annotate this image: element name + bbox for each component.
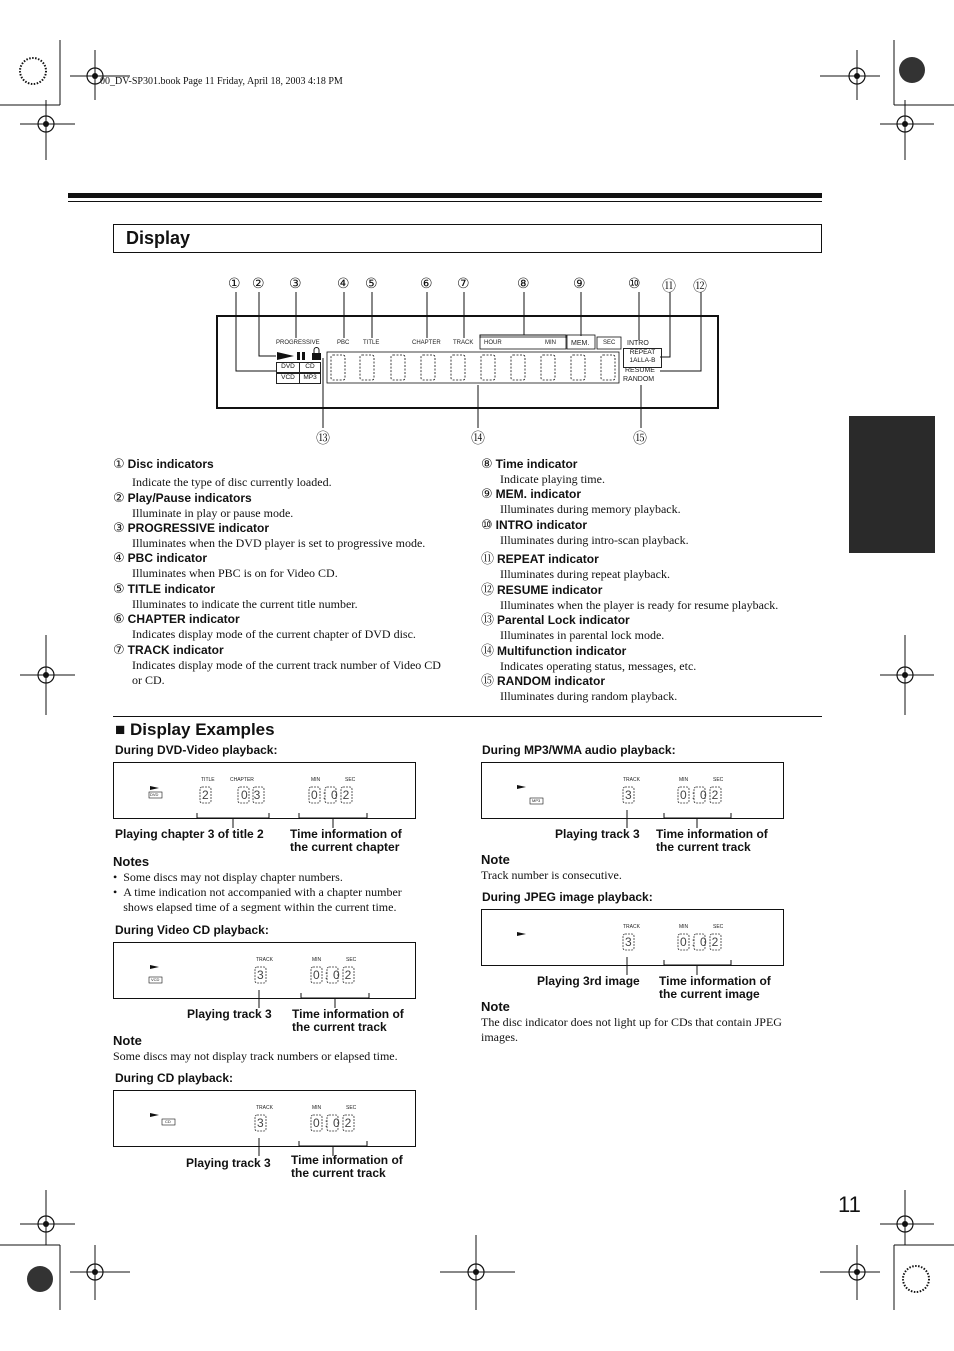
indicator-number: ⑨ — [481, 487, 493, 502]
lcd-title: TITLE — [363, 340, 380, 346]
vcd-lbl-sec: SEC — [346, 957, 357, 963]
dvd-caption-1: Playing chapter 3 of title 2 — [115, 827, 264, 841]
cd-lbl-sec: SEC — [346, 1105, 357, 1111]
indicator-number: ⑥ — [113, 612, 125, 627]
mp3-caption-1: Playing track 3 — [555, 827, 640, 841]
callout-15: ⑮ — [633, 431, 647, 447]
dvd-digit-chapter: 03 — [241, 788, 267, 802]
mp3-heading: During MP3/WMA audio playback: — [482, 743, 676, 757]
callout-4: ④ — [337, 276, 350, 292]
indicator-item — [481, 548, 821, 582]
callout-2: ② — [252, 276, 265, 292]
indicator-desc: Illuminates when PBC is on for Video CD. — [132, 566, 338, 580]
indicator-desc: Illuminates during intro-scan playback. — [500, 533, 689, 547]
jpeg-digit-time: 0:02 — [680, 935, 724, 949]
indicator-number: ① — [113, 457, 125, 472]
indicator-number: ⑤ — [113, 582, 125, 597]
jpeg-caption-1: Playing 3rd image — [537, 974, 640, 988]
indicator-item — [113, 491, 458, 521]
indicator-title: Play/Pause indicators — [127, 491, 252, 505]
mp3-caption-2 — [656, 828, 768, 854]
mp3-note-heading: Note — [481, 852, 510, 867]
lcd-chapter: CHAPTER — [412, 340, 441, 346]
dvd-caption-2b: the current chapter — [290, 840, 400, 854]
vcd-caption-2a: Time information of — [292, 1007, 404, 1021]
lcd-dvd: DVD — [276, 362, 300, 373]
callout-12: ⑫ — [693, 279, 707, 295]
indicator-item — [481, 518, 821, 548]
mp3-lbl-min: MIN — [679, 777, 689, 783]
dvd-lbl-title: TITLE — [201, 777, 215, 783]
callout-11: ⑪ — [662, 279, 676, 295]
vcd-caption-1: Playing track 3 — [187, 1007, 272, 1021]
lcd-min: MIN — [545, 340, 556, 346]
mp3-lbl-sec: SEC — [713, 777, 724, 783]
indicator-desc: Indicates display mode of the current track number of Video CD or CD. — [132, 658, 441, 687]
jpeg-digit-image: 3 — [625, 935, 632, 949]
indicator-title: TITLE indicator — [127, 582, 215, 596]
indicator-number: ⑭ — [481, 644, 495, 659]
indicator-desc: Indicates display mode of the current chapter of DVD disc. — [132, 627, 416, 641]
file-header: 00_DV-SP301.book Page 11 Friday, April 18, 2003 4:18 PM — [100, 76, 343, 87]
indicator-title: PBC indicator — [127, 551, 207, 565]
lcd-track: TRACK — [453, 340, 474, 346]
indicator-desc: Illuminates in parental lock mode. — [500, 628, 665, 642]
indicator-item — [113, 551, 458, 581]
indicator-item — [481, 457, 821, 487]
cd-lbl-track: TRACK — [256, 1105, 273, 1111]
indicator-desc: Illuminates during repeat playback. — [500, 567, 670, 581]
jpeg-heading: During JPEG image playback: — [482, 890, 653, 904]
indicator-title: MEM. indicator — [495, 487, 581, 501]
indicator-number: ④ — [113, 551, 125, 566]
indicator-item — [481, 670, 821, 704]
indicator-title: Parental Lock indicator — [497, 613, 630, 627]
indicator-desc: Illuminates when the player is ready for resume playback. — [500, 598, 779, 612]
dvd-notes-list — [113, 870, 433, 915]
examples-title: ■ Display Examples — [115, 720, 275, 739]
indicator-item — [113, 457, 458, 490]
indicator-desc: Illuminate in play or pause mode. — [132, 506, 294, 520]
lcd-alla-b: 1ALLA-B — [629, 357, 656, 364]
lcd-resume: RESUME — [625, 367, 655, 374]
play-icon — [277, 352, 294, 360]
indicator-desc: Illuminates during memory playback. — [500, 502, 681, 516]
jpeg-caption-2b: the current image — [659, 987, 760, 1001]
dvd-note-text: Some discs may not display chapter numbers. — [123, 870, 343, 884]
examples-rule — [113, 716, 822, 717]
indicator-title: Multifunction indicator — [497, 644, 627, 658]
indicator-title: PROGRESSIVE indicator — [127, 521, 270, 535]
jpeg-note-text: The disc indicator does not light up for CDs that contain JPEG images. — [481, 1015, 782, 1044]
dvd-lbl-chapter: CHAPTER — [230, 777, 254, 783]
indicator-desc: Indicate playing time. — [500, 472, 605, 486]
dvd-caption-2 — [290, 828, 402, 854]
vcd-lbl-disc: VCD — [151, 977, 160, 982]
cd-lbl-min: MIN — [312, 1105, 322, 1111]
pause-icon — [297, 352, 300, 360]
vcd-caption-2b: the current track — [292, 1020, 387, 1034]
lcd-vcd: VCD — [276, 373, 300, 384]
dvd-note-item: • A time indication not accompanied with a chapter number shows elapsed time of a segment within the current time. — [113, 885, 433, 915]
indicator-number: ⑪ — [481, 552, 495, 567]
indicator-title: Time indicator — [495, 457, 578, 471]
cd-digit-time: 0:02 — [313, 1116, 357, 1130]
indicator-number: ⑮ — [481, 674, 495, 689]
indicator-item — [481, 609, 821, 643]
indicator-number: ⑧ — [481, 457, 493, 472]
vcd-lbl-track: TRACK — [256, 957, 273, 963]
vcd-heading: During Video CD playback: — [115, 923, 269, 937]
callout-3: ③ — [289, 276, 302, 292]
dvd-caption-2a: Time information of — [290, 827, 402, 841]
lcd-random: RANDOM — [623, 376, 655, 383]
callout-1: ① — [228, 276, 241, 292]
lcd-repeat-box — [623, 348, 662, 368]
lcd-repeat: REPEAT — [629, 349, 656, 356]
indicator-number: ⑬ — [481, 613, 495, 628]
callout-6: ⑥ — [420, 276, 433, 292]
indicator-item — [113, 612, 458, 642]
indicator-item — [481, 487, 821, 517]
lock-icon — [312, 353, 321, 360]
jpeg-note-heading: Note — [481, 999, 510, 1014]
lcd-cd: CD — [299, 362, 321, 373]
dvd-lbl-disc: DVD — [150, 792, 159, 797]
indicator-item — [113, 521, 458, 551]
indicator-desc: Illuminates to indicate the current title number. — [132, 597, 358, 611]
indicator-number: ③ — [113, 521, 125, 536]
lcd-pbc: PBC — [337, 340, 350, 346]
lcd-mp3: MP3 — [299, 373, 321, 384]
indicator-title: TRACK indicator — [127, 643, 224, 657]
dvd-digit-time: 0:02 — [311, 788, 355, 802]
lcd-progressive: PROGRESSIVE — [276, 340, 320, 346]
dvd-note-text: A time indication not accompanied with a chapter number shows elapsed time of a segment within the current time. — [123, 885, 402, 914]
dvd-heading: During DVD-Video playback: — [115, 743, 278, 757]
vcd-caption-2 — [292, 1008, 404, 1034]
callout-13: ⑬ — [316, 431, 330, 447]
indicator-desc: Indicate the type of disc currently loaded. — [132, 475, 332, 489]
cd-digit-track: 3 — [257, 1116, 264, 1130]
examples-title-text: Display Examples — [130, 720, 275, 739]
indicator-title: RANDOM indicator — [497, 674, 606, 688]
mp3-lbl-track: TRACK — [623, 777, 640, 783]
mp3-note-text: Track number is consecutive. — [481, 868, 622, 882]
jpeg-caption-2a: Time information of — [659, 974, 771, 988]
vcd-digit-track: 3 — [257, 968, 264, 982]
lcd-mem: MEM. — [571, 340, 590, 347]
callout-9: ⑨ — [573, 276, 586, 292]
mp3-caption-2b: the current track — [656, 840, 751, 854]
indicator-number: ② — [113, 491, 125, 506]
indicator-title: REPEAT indicator — [497, 552, 599, 566]
dvd-lbl-min: MIN — [311, 777, 321, 783]
indicator-desc: Illuminates when the DVD player is set to progressive mode. — [132, 536, 426, 550]
lcd-hour: HOUR — [484, 340, 502, 346]
indicator-number: ⑦ — [113, 643, 125, 658]
indicator-desc: Illuminates during random playback. — [500, 689, 678, 703]
indicator-title: CHAPTER indicator — [127, 612, 240, 626]
callout-5: ⑤ — [365, 276, 378, 292]
page-number: 11 — [838, 1192, 861, 1217]
mp3-digit-time: 0:02 — [680, 788, 724, 802]
mp3-lbl-disc: MP3 — [532, 798, 541, 803]
section-title: Display — [126, 228, 191, 248]
dvd-notes-heading: Notes — [113, 854, 150, 869]
indicator-item — [481, 579, 821, 613]
lcd-intro: INTRO — [627, 340, 649, 347]
jpeg-lbl-sec: SEC — [713, 924, 724, 930]
jpeg-caption-2 — [659, 975, 771, 1001]
cd-caption-2b: the current track — [291, 1166, 386, 1180]
dvd-lbl-sec: SEC — [345, 777, 356, 783]
mp3-digit-track: 3 — [625, 788, 632, 802]
indicator-item — [113, 643, 458, 688]
indicator-desc: Indicates operating status, messages, etc. — [500, 659, 697, 673]
jpeg-lbl-min: MIN — [679, 924, 689, 930]
leader-lines — [0, 0, 954, 460]
dvd-digit-title: 2 — [202, 788, 209, 802]
indicator-title: RESUME indicator — [497, 583, 603, 597]
indicator-number: ⑫ — [481, 583, 495, 598]
vcd-note-text: Some discs may not display track numbers or elapsed time. — [113, 1049, 398, 1063]
callout-10: ⑩ — [628, 276, 641, 292]
multifunction-digits — [331, 355, 615, 380]
vcd-lbl-min: MIN — [312, 957, 322, 963]
callout-8: ⑧ — [517, 276, 530, 292]
dvd-note-item: • Some discs may not display chapter numbers. — [113, 870, 343, 884]
lcd-sec: SEC — [603, 340, 616, 346]
indicator-item — [113, 582, 458, 612]
cd-heading: During CD playback: — [115, 1071, 234, 1085]
cd-lbl-disc: CD — [165, 1119, 171, 1124]
indicator-title: INTRO indicator — [495, 518, 587, 532]
vcd-note-heading: Note — [113, 1033, 142, 1048]
jpeg-lbl-track: TRACK — [623, 924, 640, 930]
indicator-number: ⑩ — [481, 518, 493, 533]
vcd-digit-time: 0:02 — [313, 968, 357, 982]
callout-14: ⑭ — [471, 431, 485, 447]
cd-caption-1: Playing track 3 — [186, 1156, 271, 1170]
cd-caption-2 — [291, 1154, 403, 1180]
indicator-title: Disc indicators — [127, 457, 214, 471]
callout-7: ⑦ — [457, 276, 470, 292]
mp3-caption-2a: Time information of — [656, 827, 768, 841]
cd-caption-2a: Time information of — [291, 1153, 403, 1167]
indicator-item — [481, 640, 821, 674]
